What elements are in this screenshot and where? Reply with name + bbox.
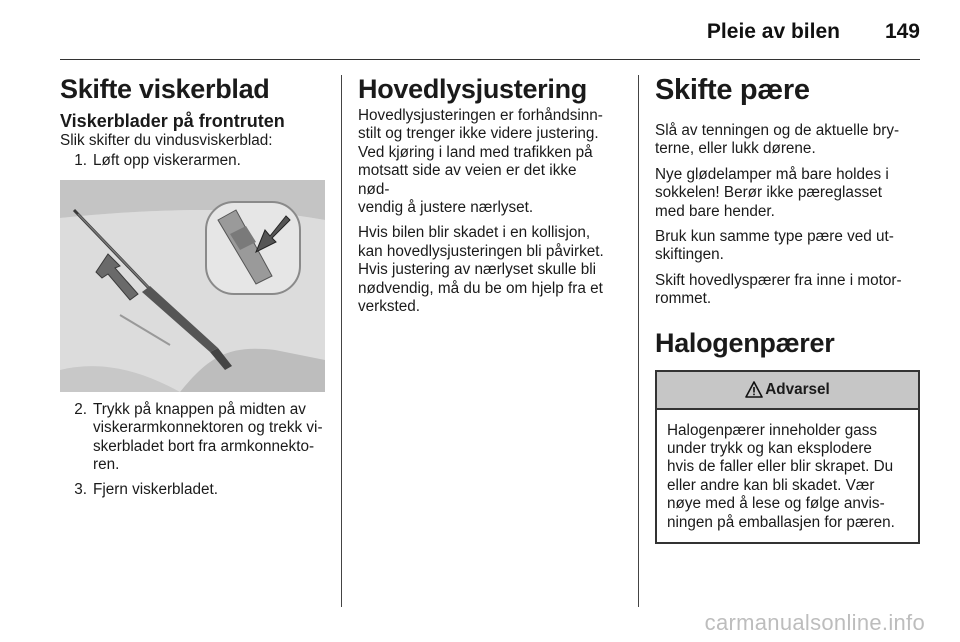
- paragraph: Nye glødelamper må bare holdes i sokkelen! Berør ikke pæreglasset med bare hender.: [655, 165, 889, 220]
- column-headlight-adjustment: [358, 72, 608, 316]
- section-title-wiper: Skifte viskerblad: [60, 74, 270, 104]
- step-number: 3.: [74, 481, 87, 499]
- step-item: [60, 481, 325, 499]
- column-wiper-blades: [60, 72, 325, 500]
- warning-box: [655, 370, 920, 544]
- steps-list-1: [60, 152, 325, 170]
- header-divider: [60, 59, 920, 60]
- column-divider-2: [638, 75, 639, 607]
- paragraph: Bruk kun samme type pære ved ut- skiftingen.: [655, 228, 894, 264]
- paragraph: Skift hovedlyspærer fra inne i motor- rommet.: [655, 271, 902, 308]
- step-number: 2.: [74, 400, 87, 418]
- column-divider-1: [341, 75, 342, 607]
- subsection-title-windscreen: Viskerblader på frontruten: [60, 111, 285, 131]
- section-title-headlight: Hovedlysjustering: [358, 74, 587, 104]
- warning-text: Halogenpærer inneholder gass under trykk og kan eksplodere hvis de faller eller blir skrapet. Du eller andre kan bli skadet. Vær nøye med å lese og følge anvis- ningen på emballasjen for pæren.: [667, 421, 895, 531]
- page-number: 149: [884, 20, 920, 43]
- paragraph: Slå av tenningen og de aktuelle bry- terne, eller lukk dørene.: [655, 122, 900, 158]
- watermark-text: carmanualsonline.info: [704, 610, 925, 635]
- step-number: 1.: [74, 152, 87, 170]
- step-text: Fjern viskerbladet.: [93, 481, 218, 499]
- section-title-bulb: Skifte pære: [655, 74, 810, 106]
- steps-list-2: [60, 401, 325, 500]
- section-title-halogen: Halogenpærer: [655, 327, 835, 358]
- step-text: Løft opp viskerarmen.: [93, 152, 241, 170]
- chapter-title: Pleie av bilen: [706, 20, 840, 43]
- intro-text: Slik skifter du vindusviskerblad:: [60, 132, 273, 149]
- warning-label: Advarsel: [765, 380, 830, 398]
- page-header: [0, 0, 960, 58]
- warning-triangle-icon: [745, 381, 763, 398]
- step-text: Trykk på knappen på midten av viskerarmkonnektoren og trekk vi- skerbladet bort fra armkonnekto- ren.: [93, 400, 323, 474]
- warning-header: [657, 372, 918, 410]
- paragraph: Hovedlysjusteringen er forhåndsinn- stilt og trenger ikke videre justering. Ved kjøring i land med trafikken på motsatt side av veien er det ikke nød- vendig å justere nærlyset.: [358, 107, 603, 217]
- paragraph: Hvis bilen blir skadet i en kollisjon, kan hovedlysjusteringen bli påvirket. Hvis justering av nærlyset skulle bli nødvendig, må du be om hjelp fra et verksted.: [358, 224, 604, 316]
- step-item: [60, 401, 325, 475]
- column-bulb-replacement: [655, 72, 920, 544]
- step-item: [60, 152, 325, 170]
- wiper-illustration: [60, 180, 325, 392]
- wiper-arm-image: [60, 180, 325, 392]
